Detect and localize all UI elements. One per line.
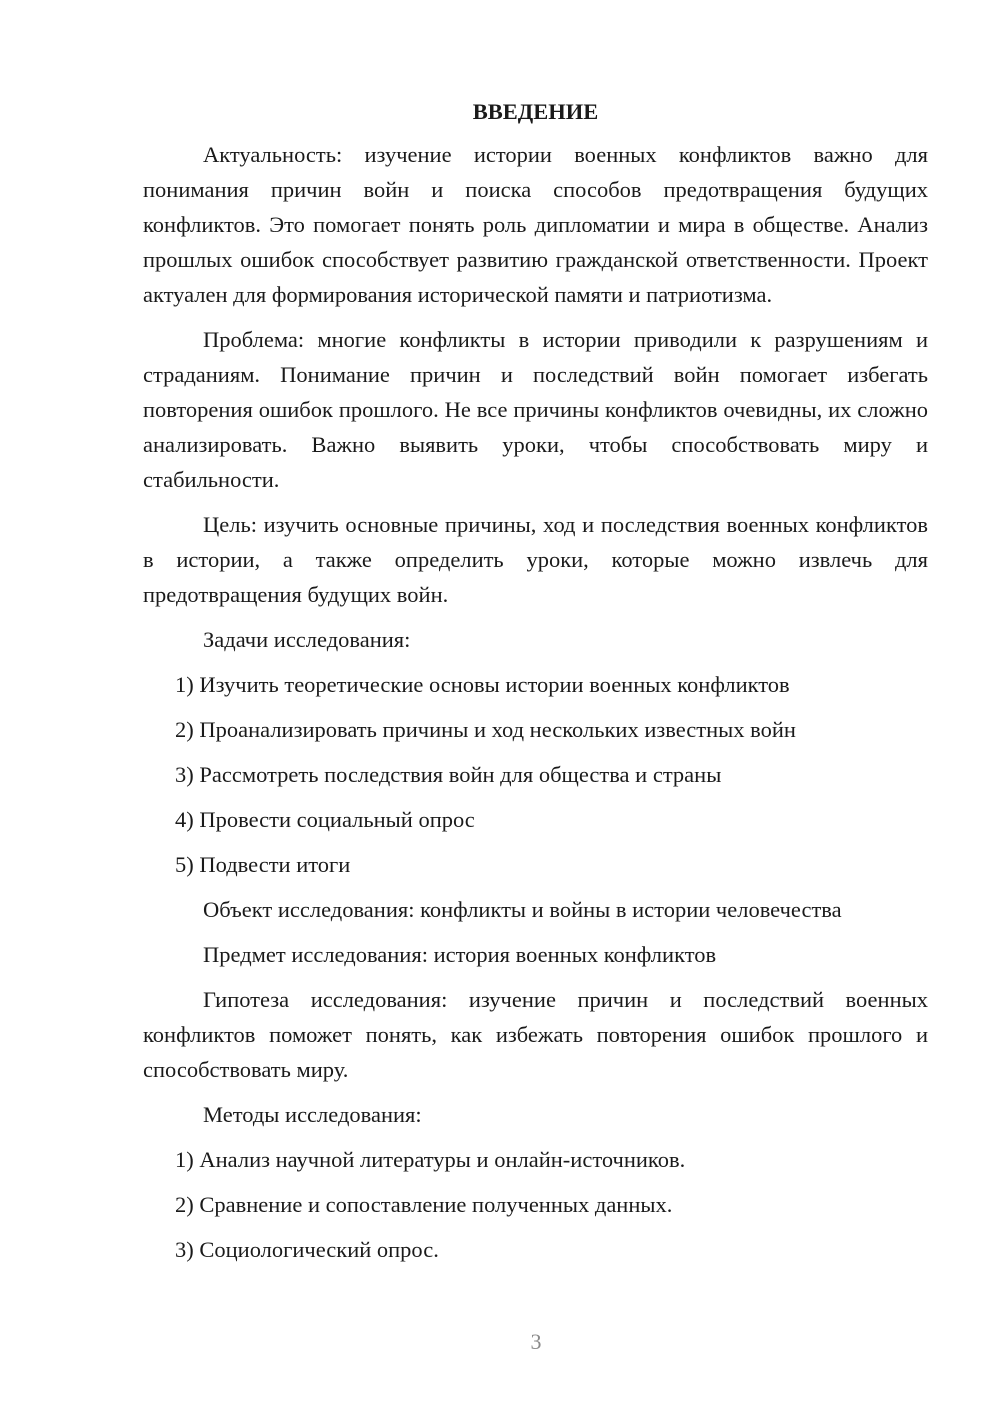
task-item: 1) Изучить теоретические основы истории военных конфликтов: [175, 672, 790, 697]
relevance-paragraph: Актуальность: изучение истории военных конфликтов важно для понимания причин войн и поиска способов предотвращения будущих конфликтов. Это помогает понять роль дипломатии и мира в обществе. Анализ прошлых ошибок способствует развитию гражданской ответственности. Проект актуален для формирования исторической памяти и патриотизма.: [143, 142, 928, 307]
method-item: 1) Анализ научной литературы и онлайн-источников.: [175, 1147, 686, 1172]
tasks-heading: Задачи исследования:: [203, 627, 411, 652]
task-item: 2) Проанализировать причины и ход нескольких известных войн: [175, 717, 796, 742]
task-item: 3) Рассмотреть последствия войн для общества и страны: [175, 762, 722, 787]
page-number: 3: [530, 1329, 542, 1354]
hypothesis-paragraph: Гипотеза исследования: изучение причин и последствий военных конфликтов поможет понять, как избежать повторения ошибок прошлого и способствовать миру.: [143, 987, 928, 1082]
method-item: 3) Социологический опрос.: [175, 1237, 439, 1262]
goal-paragraph: Цель: изучить основные причины, ход и последствия военных конфликтов в истории, а также определить уроки, которые можно извлечь для предотвращения будущих войн.: [143, 512, 928, 607]
task-item: 4) Провести социальный опрос: [175, 807, 475, 832]
method-item: 2) Сравнение и сопоставление полученных данных.: [175, 1192, 673, 1217]
methods-list: [143, 1142, 928, 1267]
subject-paragraph: Предмет исследования: история военных конфликтов: [203, 942, 717, 967]
object-paragraph: Объект исследования: конфликты и войны в истории человечества: [203, 897, 842, 922]
problem-paragraph: Проблема: многие конфликты в истории приводили к разрушениям и страданиям. Понимание причин и последствий войн помогает избегать повторения ошибок прошлого. Не все причины конфликтов очевидны, их сложно анализировать. Важно выявить уроки, чтобы способствовать миру и стабильности.: [143, 327, 928, 492]
tasks-list: [143, 667, 928, 882]
methods-heading: Методы исследования:: [203, 1102, 422, 1127]
task-item: 5) Подвести итоги: [175, 852, 351, 877]
page-content: [143, 94, 928, 1277]
page-title: ВВЕДЕНИЕ: [472, 99, 599, 124]
